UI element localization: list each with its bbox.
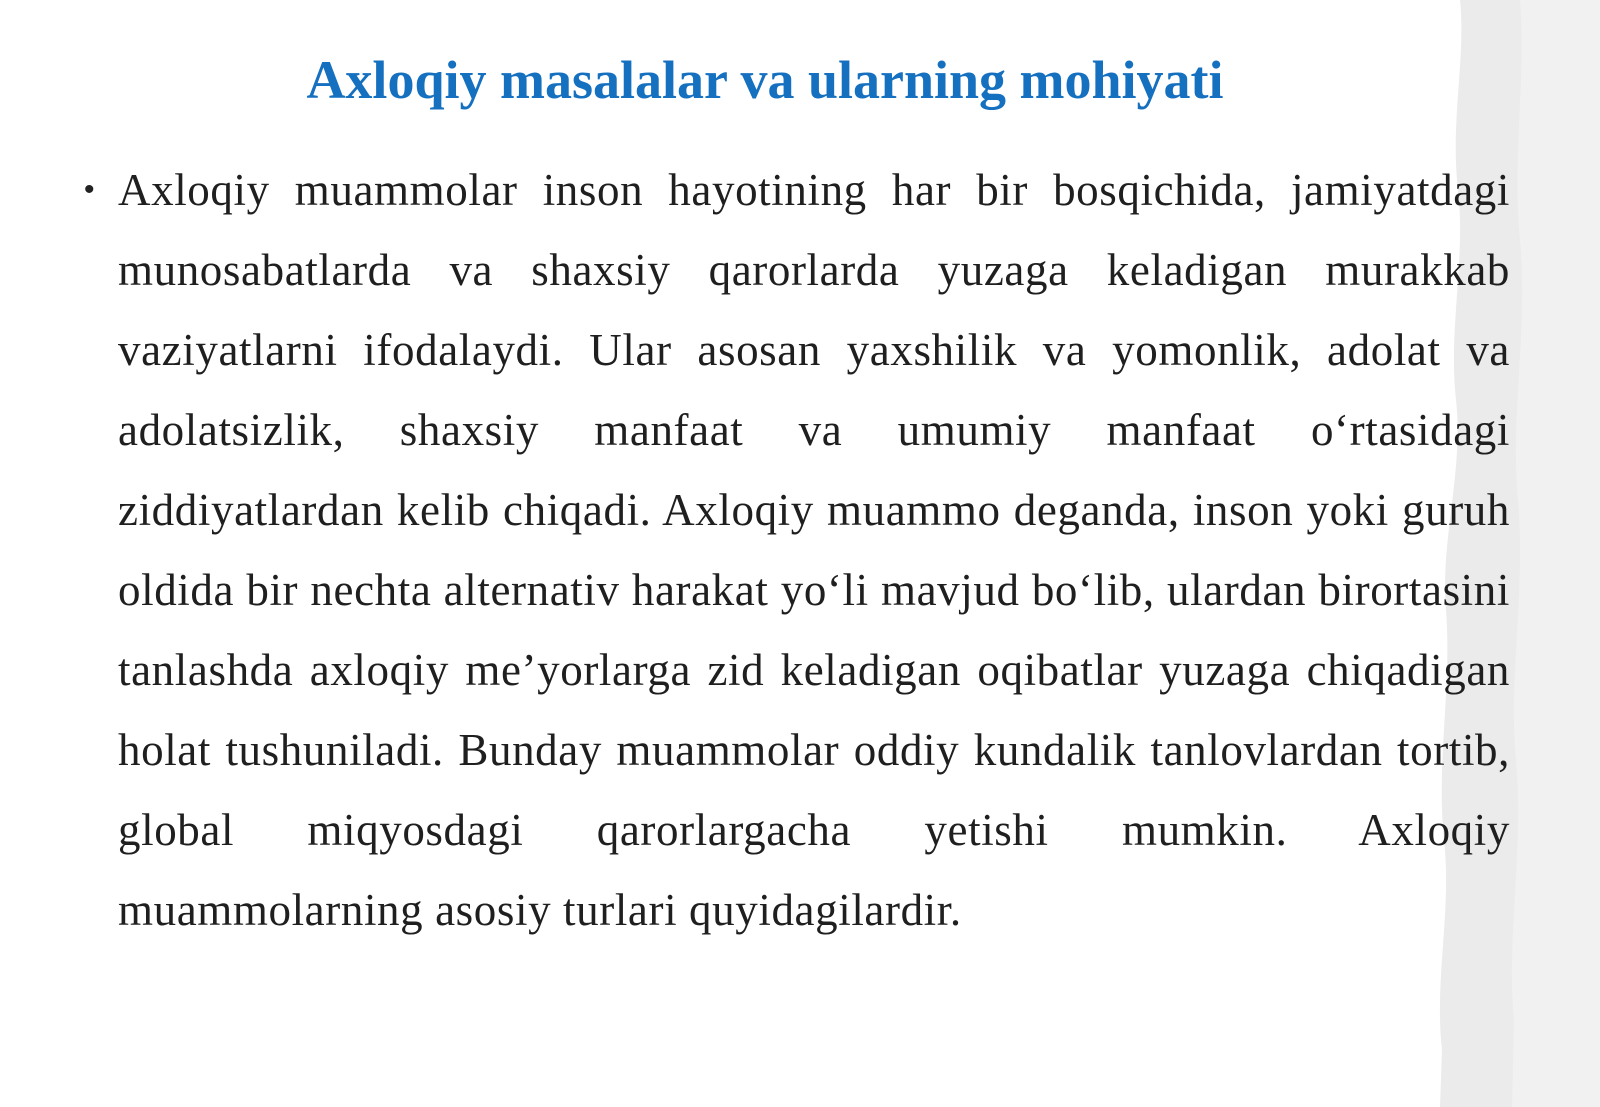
bullet-item bbox=[78, 150, 1510, 950]
bullet-marker: • bbox=[84, 173, 95, 206]
bullet-list bbox=[78, 150, 1510, 950]
bullet-paragraph: Axloqiy muammolar inson hayotining har bir bosqichida, jamiyatdagi munosabatlarda va shaxsiy qarorlarda yuzaga keladigan murakkab vaziyatlarni ifodalaydi. Ular asosan yaxshilik va yomonlik, adolat va adolatsizlik, shaxsiy manfaat va umumiy manfaat o‘rtasidagi ziddiyatlardan kelib chiqadi. Axloqiy muammo deganda, inson yoki guruh oldida bir nechta alternativ harakat yo‘li mavjud bo‘lib, ulardan birortasini tanlashda axloqiy me’yorlarga zid keladigan oqibatlar yuzaga chiqadigan holat tushuniladi. Bunday muammolar oddiy kundalik tanlovlardan tortib, global miqyosdagi qarorlargacha yetishi mumkin. Axloqiy muammolarning asosiy turlari quyidagilardir. bbox=[118, 165, 1510, 935]
slide-title: Axloqiy masalalar va ularning mohiyati bbox=[306, 50, 1224, 110]
